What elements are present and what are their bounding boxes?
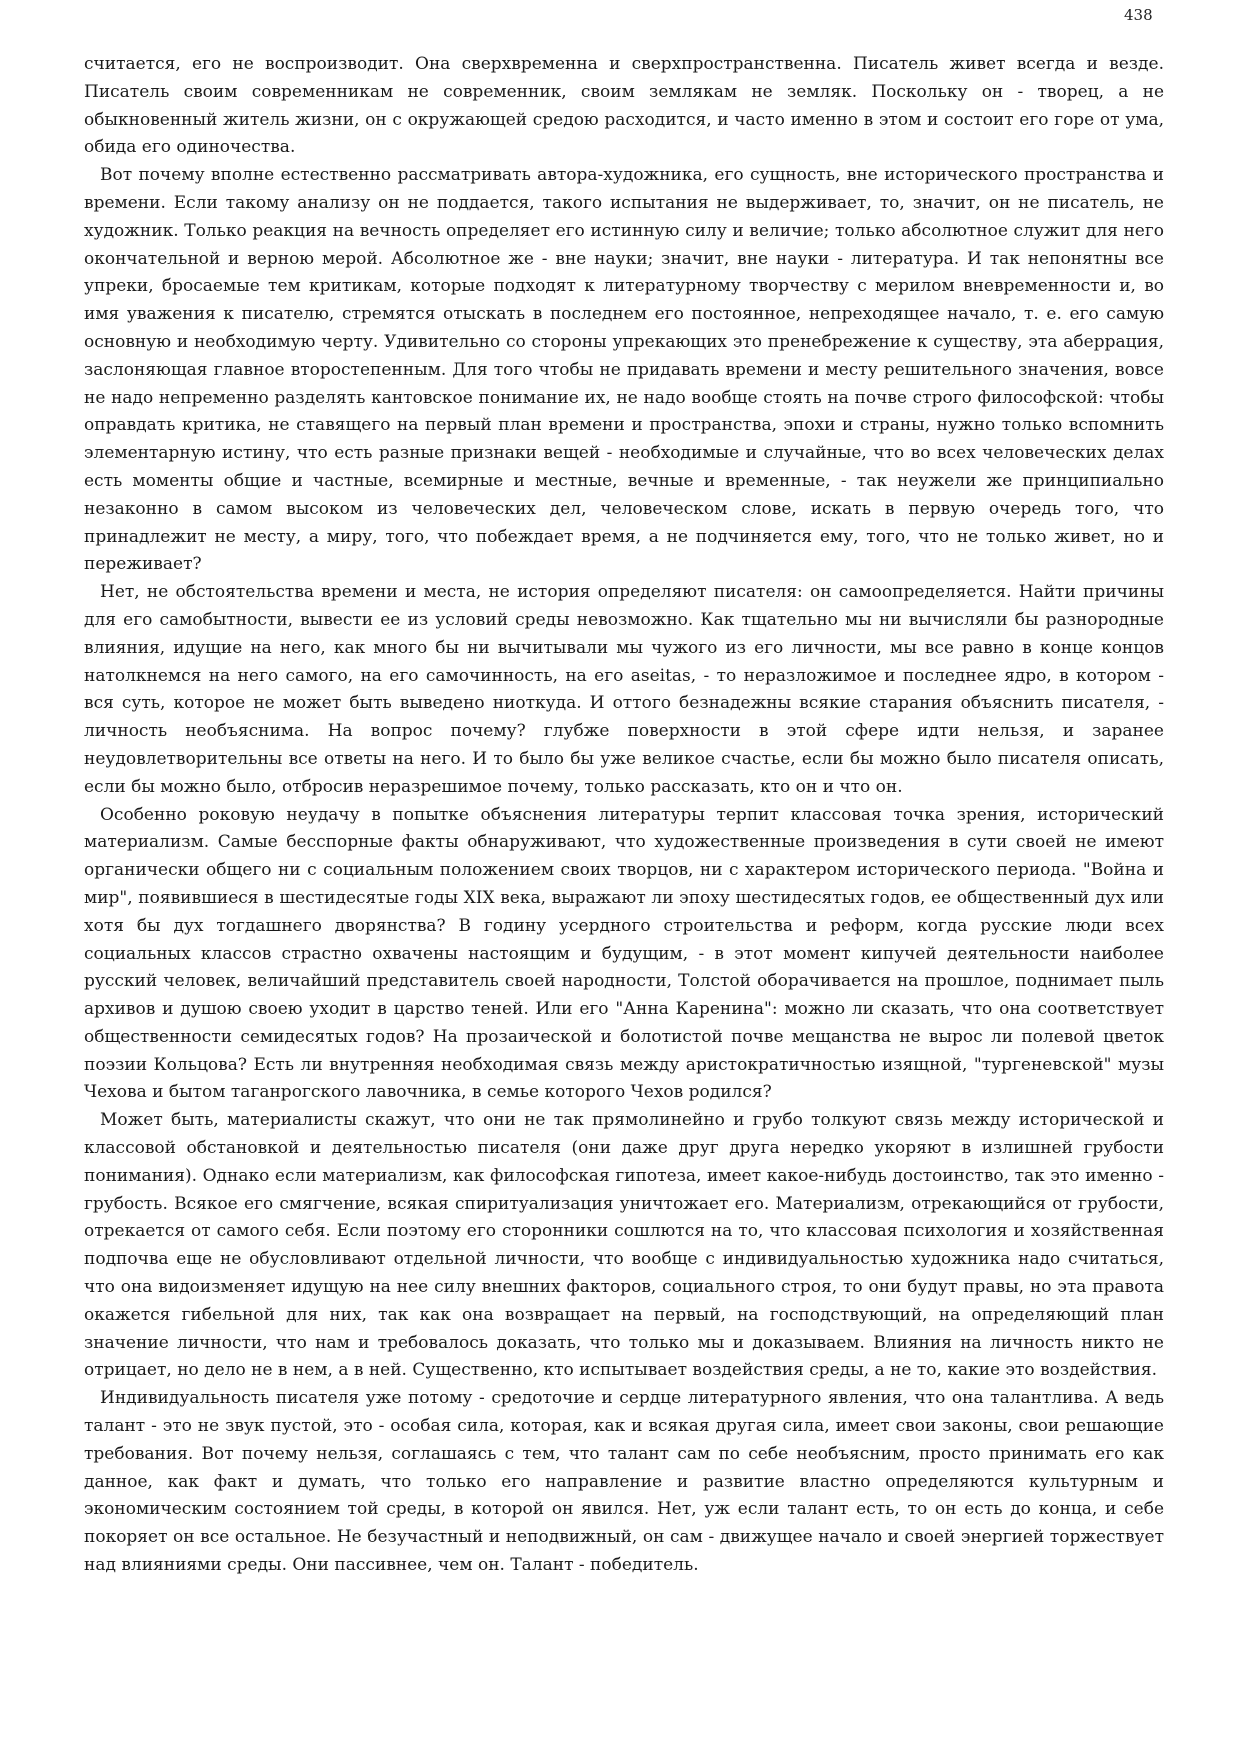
paragraph: считается, его не воспроизводит. Она сверхвременна и сверхпространственна. Писатель живет всегда и везде. Писатель своим современникам не современник, своим землякам не земляк. Поскольку он - творец, а не обыкновенный житель жизни, он с окружающей средою расходится, и часто именно в этом и состоит его горе от ума, обида его одиночества. bbox=[84, 54, 1164, 158]
paragraph: Может быть, материалисты скажут, что они не так прямолинейно и грубо толкуют связь между исторической и классовой обстановкой и деятельностью писателя (они даже друг друга нередко укоряют в излишней грубости понимания). Однако если материализм, как философская гипотеза, имеет какое-нибудь достоинство, так это именно - грубость. Всякое его смягчение, всякая спиритуализация уничтожает его. Материализм, отрекающийся от грубости, отрекается от самого себя. Если поэтому его сторонники сошлются на то, что классовая психология и хозяйственная подпочва еще не обусловливают отдельной личности, что вообще с индивидуальностью художника надо считаться, что она видоизменяет идущую на нее силу внешних факторов, социального строя, то они будут правы, но эта правота окажется гибельной для них, так как она возвращает на первый, на господствующий, на определяющий план значение личности, что нам и требовалось доказать, что только мы и доказываем. Влияния на личность никто не отрицает, но дело не в нем, а в ней. Существенно, кто испытывает воздействия среды, а не то, какие это воздействия. bbox=[84, 1110, 1164, 1381]
page-number: 438 bbox=[1124, 6, 1153, 24]
text-body bbox=[84, 51, 1164, 1580]
paragraph: Особенно роковую неудачу в попытке объяснения литературы терпит классовая точка зрения, исторический материализм. Самые бесспорные факты обнаруживают, что художественные произведения в сути своей не имеют органически общего ни с социальным положением своих творцов, ни с характером исторического периода. "Война и мир", появившиеся в шестидесятые годы XIX века, выражают ли эпоху шестидесятых годов, ее общественный дух или хотя бы дух тогдашнего дворянства? В годину усердного строительства и реформ, когда русские люди всех социальных классов страстно охвачены настоящим и будущим, - в этот момент кипучей деятельности наиболее русский человек, величайший представитель своей народности, Толстой оборачивается на прошлое, поднимает пыль архивов и душою своею уходит в царство теней. Или его "Анна Каренина": можно ли сказать, что она соответствует общественности семидесятых годов? На прозаической и болотистой почве мещанства не вырос ли полевой цветок поэзии Кольцова? Есть ли внутренняя необходимая связь между аристократичностью изящной, "тургеневской" музы Чехова и бытом таганрогского лавочника, в семье которого Чехов родился? bbox=[84, 804, 1164, 1103]
paragraph: Нет, не обстоятельства времени и места, не история определяют писателя: он самоопределяется. Найти причины для его самобытности, вывести ее из условий среды невозможно. Как тщательно мы ни вычисляли бы разнородные влияния, идущие на него, как много бы ни вычитывали мы чужого из его личности, мы все равно в конце концов натолкнемся на него самого, на его самочинность, на его aseitas, - то неразложимое и последнее ядро, в котором - вся суть, которое не может быть выведено ниоткуда. И оттого безнадежны всякие старания объяснить писателя, - личность необъяснима. На вопрос почему? глубже поверхности в этой сфере идти нельзя, и заранее неудовлетворительны все ответы на него. И то было бы уже великое счастье, если бы можно было писателя описать, если бы можно было, отбросив неразрешимое почему, только рассказать, кто он и что он. bbox=[84, 582, 1164, 797]
paragraph: Индивидуальность писателя уже потому - средоточие и сердце литературного явления, что она талантлива. А ведь талант - это не звук пустой, это - особая сила, которая, как и всякая другая сила, имеет свои законы, свои решающие требования. Вот почему нельзя, соглашаясь с тем, что талант сам по себе необъясним, просто принимать его как данное, как факт и думать, что только его направление и развитие властно определяются культурным и экономическим состоянием той среды, в которой он явился. Нет, уж если талант есть, то он есть до конца, и себе покоряет он все остальное. Не безучастный и неподвижный, он сам - движущее начало и своей энергией торжествует над влияниями среды. Они пассивнее, чем он. Талант - победитель. bbox=[84, 1388, 1164, 1576]
paragraph: Вот почему вполне естественно рассматривать автора-художника, его сущность, вне исторического пространства и времени. Если такому анализу он не поддается, такого испытания не выдерживает, то, значит, он не писатель, не художник. Только реакция на вечность определяет его истинную силу и величие; только абсолютное служит для него окончательной и верною мерой. Абсолютное же - вне науки; значит, вне науки - литература. И так непонятны все упреки, бросаемые тем критикам, которые подходят к литературному творчеству с мерилом вневременности и, во имя уважения к писателю, стремятся отыскать в последнем его постоянное, непреходящее начало, т. е. его самую основную и необходимую черту. Удивительно со стороны упрекающих это пренебрежение к существу, эта аберрация, заслоняющая главное второстепенным. Для того чтобы не придавать времени и месту решительного значения, вовсе не надо непременно разделять кантовское понимание их, не надо вообще стоять на почве строго философской: чтобы оправдать критика, не ставящего на первый план времени и пространства, эпохи и страны, нужно только вспомнить элементарную истину, что есть разные признаки вещей - необходимые и случайные, что во всех человеческих делах есть моменты общие и частные, всемирные и местные, вечные и временные, - так неужели же принципиально незаконно в самом высоком из человеческих дел, человеческом слове, искать в первую очередь того, что принадлежит не месту, а миру, того, что побеждает время, а не подчиняется ему, того, что не только живет, но и переживает? bbox=[84, 165, 1164, 575]
